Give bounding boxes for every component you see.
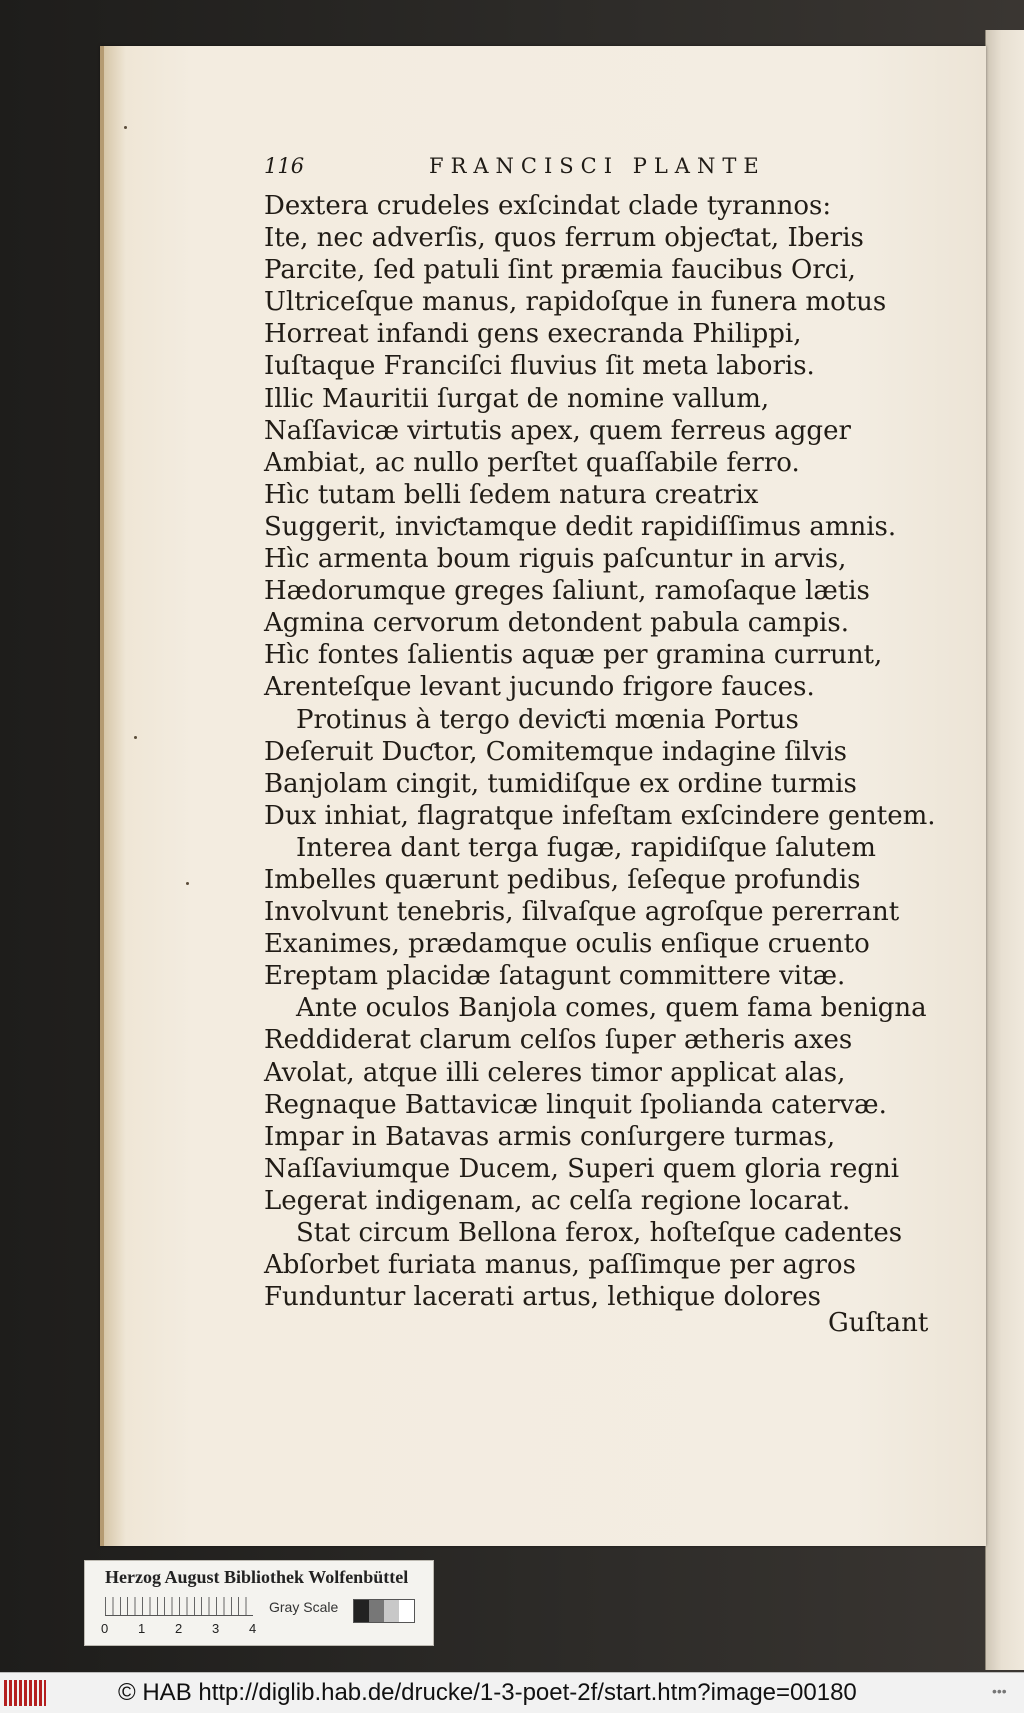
- verse-line: Horreat infandi gens execranda Philippi,: [264, 319, 802, 350]
- ruler-number: 3: [212, 1621, 220, 1636]
- verse-line: Reddiderat clarum celſos ſuper ætheris axes: [264, 1025, 853, 1056]
- library-name: Herzog August Bibliothek Wolfenbüttel: [105, 1567, 409, 1587]
- verse-line: Stat circum Bellona ferox, hoſteſque cadentes: [296, 1218, 903, 1248]
- verse-line: Legerat indigenam, ac celſa regione locarat.: [264, 1185, 851, 1216]
- verse-line: Hìc fontes ſalientis aquæ per gramina currunt,: [264, 640, 883, 671]
- verse-line: Avolat, atque illi celeres timor applicat alas,: [264, 1057, 846, 1088]
- verse-line: Exanimes, prædamque oculis enſique cruento: [264, 929, 870, 960]
- verse-line: Involvunt tenebris, ſilvaſque agroſque pererrant: [264, 897, 900, 928]
- page-number: 116: [264, 154, 305, 178]
- verse-line: Agmina cervorum detondent pabula campis.: [264, 608, 849, 639]
- verse-line: Hædorumque greges ſaliunt, ramoſaque lætis: [264, 576, 870, 607]
- verse-line: Deſeruit Duƈtor, Comitemque indagine ſilvis: [264, 736, 848, 767]
- ruler-number: 4: [249, 1621, 257, 1636]
- ruler-number: 0: [101, 1621, 109, 1636]
- adjacent-page-edge: [985, 30, 1024, 1670]
- hab-logo-icon[interactable]: [4, 1680, 46, 1706]
- gray-scale-swatches: [353, 1599, 415, 1623]
- verse-line: Banjolam cingit, tumidiſque ex ordine turmis: [264, 768, 857, 799]
- verse-line: Ante oculos Banjola comes, quem fama benigna: [296, 993, 927, 1024]
- gray-swatch: [354, 1600, 369, 1622]
- verse-line: Regnaque Battavicæ linquit ſpolianda catervæ.: [264, 1089, 887, 1120]
- foxing-spot: [134, 736, 137, 739]
- verse-line: Suggerit, inviƈtamque dedit rapidiſſimus amnis.: [264, 511, 897, 542]
- foxing-spot: [124, 126, 127, 129]
- verse-line: Illic Mauritii ſurgat de nomine vallum,: [264, 383, 770, 414]
- verse-line: Ite, nec adverſis, quos ferrum objeƈtat, Iberis: [264, 223, 864, 254]
- ruler-number: 2: [175, 1621, 183, 1636]
- verse-line: Ereptam placidæ ſatagunt committere vitæ.: [264, 961, 846, 992]
- verse-line: Ultriceſque manus, rapidoſque in funera motus: [264, 287, 887, 318]
- page-header: [264, 154, 924, 184]
- color-scale-card: [84, 1560, 434, 1646]
- foxing-spot: [186, 882, 189, 885]
- verse-line: Impar in Batavas armis conſurgere turmas,: [264, 1121, 836, 1152]
- verse-line: Interea dant terga fugæ, rapidiſque ſalutem: [296, 832, 876, 863]
- gray-swatch: [399, 1600, 414, 1622]
- verse-text: [264, 190, 936, 1313]
- gray-swatch: [369, 1600, 384, 1622]
- footer-bar: [0, 1672, 1024, 1713]
- gray-scale-label: Gray Scale: [269, 1599, 339, 1615]
- gray-swatch: [384, 1600, 399, 1622]
- verse-line: Naſſavicæ virtutis apex, quem ferreus agger: [264, 415, 851, 446]
- verse-line: Imbelles quærunt pedibus, ſeſeque profundis: [264, 864, 861, 895]
- verse-line: Hìc armenta boum riguis paſcuntur in arvis,: [264, 544, 847, 575]
- verse-line: Dextera crudeles exſcindat clade tyrannos:: [264, 191, 832, 221]
- verse-line: Hìc tutam belli ſedem natura creatrix: [264, 479, 759, 510]
- verse-line: Abſorbet furiata manus, paſſimque per agros: [264, 1250, 856, 1281]
- ruler-numbers: [101, 1621, 281, 1637]
- cm-ruler: [105, 1597, 253, 1616]
- verse-line: Arenteſque levant jucundo frigore fauces.: [264, 672, 815, 703]
- ruler-number: 1: [138, 1621, 146, 1636]
- running-title: FRANCISCI PLANTE: [429, 154, 766, 178]
- verse-line: Ambiat, ac nullo perſtet quaſſabile ferro.: [264, 447, 800, 478]
- verse-line: Funduntur lacerati artus, lethique dolores: [264, 1282, 821, 1313]
- verse-line: Iuſtaque Franciſci fluvius ſit meta laboris.: [264, 351, 815, 382]
- verse-line: Dux inhiat, flagratque infeſtam exſcindere gentem.: [264, 800, 936, 831]
- more-options-icon[interactable]: •••: [992, 1683, 1007, 1699]
- source-url-link[interactable]: © HAB http://diglib.hab.de/drucke/1-3-poet-2f/start.htm?image=00180: [118, 1679, 857, 1706]
- catchword: Guſtant: [828, 1308, 929, 1338]
- verse-line: Naſſaviumque Ducem, Superi quem gloria regni: [264, 1153, 900, 1184]
- verse-line: Protinus à tergo deviƈti mœnia Portus: [296, 704, 799, 735]
- verse-line: Parcite, ſed patuli ſint præmia faucibus Orci,: [264, 255, 856, 286]
